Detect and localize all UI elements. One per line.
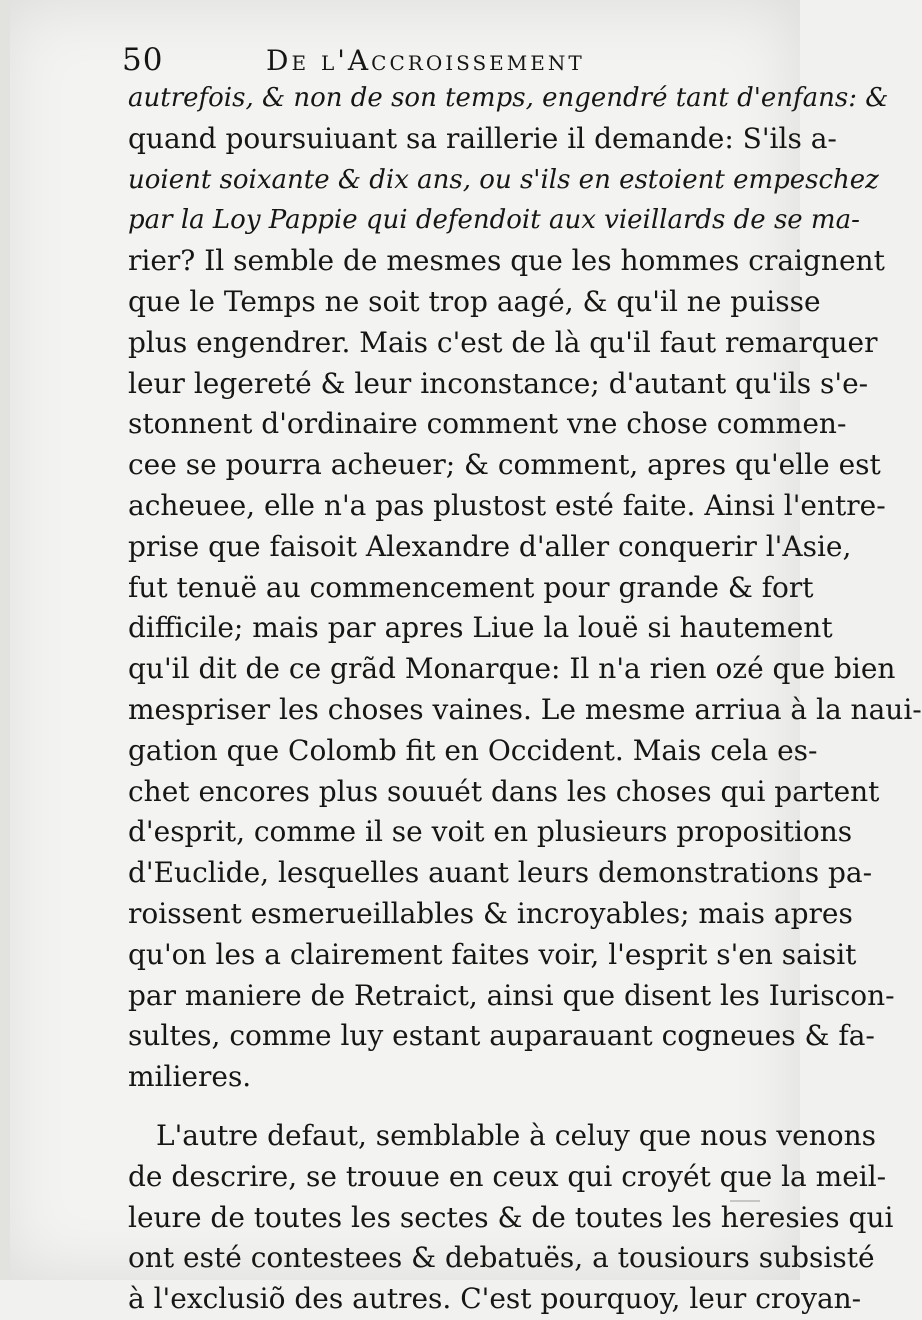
text-line: par maniere de Retraict, ainsi que disent les Iuriscon- [128, 978, 895, 1012]
page-number: 50 [122, 42, 164, 78]
text-line: sultes, comme luy estant auparauant cogneues & fa- [128, 1019, 875, 1053]
text-line: plus engendrer. Mais c'est de là qu'il faut remarquer [128, 325, 878, 359]
text-line: par la Loy Pappie qui defendoit aux vieillards de se ma- [128, 205, 860, 236]
paragraph-2 [128, 1116, 894, 1320]
text-line: acheuee, elle n'a pas plustost esté faite. Ainsi l'entre- [128, 488, 886, 522]
text-line: uoient soixante & dix ans, ou s'ils en estoient empeschez [128, 164, 879, 195]
text-line: milieres. [128, 1060, 252, 1094]
text-line: difficile; mais par apres Liue la louë si hautement [128, 611, 833, 645]
ink-mark [730, 1200, 760, 1216]
text-line: ont esté contestees & debatuës, a tousiours subsisté [128, 1241, 875, 1275]
text-line: fut tenuë au commencement pour grande & fort [128, 570, 814, 604]
text-line: stonnent d'ordinaire comment vne chose commen- [128, 407, 847, 441]
text-line: leur legereté & leur inconstance; d'autant qu'ils s'e- [128, 366, 869, 400]
text-line: que le Temps ne soit trop aagé, & qu'il ne puisse [128, 284, 821, 318]
text-line: autrefois, & non de son temps, engendré tant d'enfans: & [128, 83, 889, 113]
text-line: L'autre defaut, semblable à celuy que nous venons [156, 1118, 877, 1152]
text-line: prise que faisoit Alexandre d'aller conquerir l'Asie, [128, 529, 852, 563]
text-line: gation que Colomb fit en Occident. Mais cela es- [128, 733, 818, 767]
paragraph-gap [128, 1098, 752, 1116]
body-text [128, 78, 922, 1320]
page-edge [0, 0, 10, 1280]
text-line: d'esprit, comme il se voit en plusieurs propositions [128, 815, 853, 849]
text-line: de descrire, se trouue en ceux qui croyét que la meil- [128, 1159, 887, 1193]
text-line: quand poursuiuant sa raillerie il demande: S'ils a- [128, 121, 837, 155]
text-line: qu'on les a clairement faites voir, l'esprit s'en saisit [128, 937, 857, 971]
text-line: leure de toutes les sectes & de toutes les heresies qui [128, 1200, 894, 1234]
text-line: d'Euclide, lesquelles auant leurs demonstrations pa- [128, 856, 873, 890]
running-title: De l'Accroissement [266, 44, 585, 77]
text-line: cee se pourra acheuer; & comment, apres qu'elle est [128, 448, 881, 482]
text-line: qu'il dit de ce grãd Monarque: Il n'a rien ozé que bien [128, 652, 896, 686]
text-line: mespriser les choses vaines. Le mesme arriua à la naui- [128, 692, 922, 726]
text-line: chet encores plus souuét dans les choses qui partent [128, 774, 880, 808]
paragraph-1 [128, 78, 922, 1098]
text-line: à l'exclusiõ des autres. C'est pourquoy, leur croyan- [128, 1282, 862, 1316]
text-line: roissent esmerueillables & incroyables; mais apres [128, 896, 853, 930]
text-line: rier? Il semble de mesmes que les hommes craignent [128, 244, 885, 278]
